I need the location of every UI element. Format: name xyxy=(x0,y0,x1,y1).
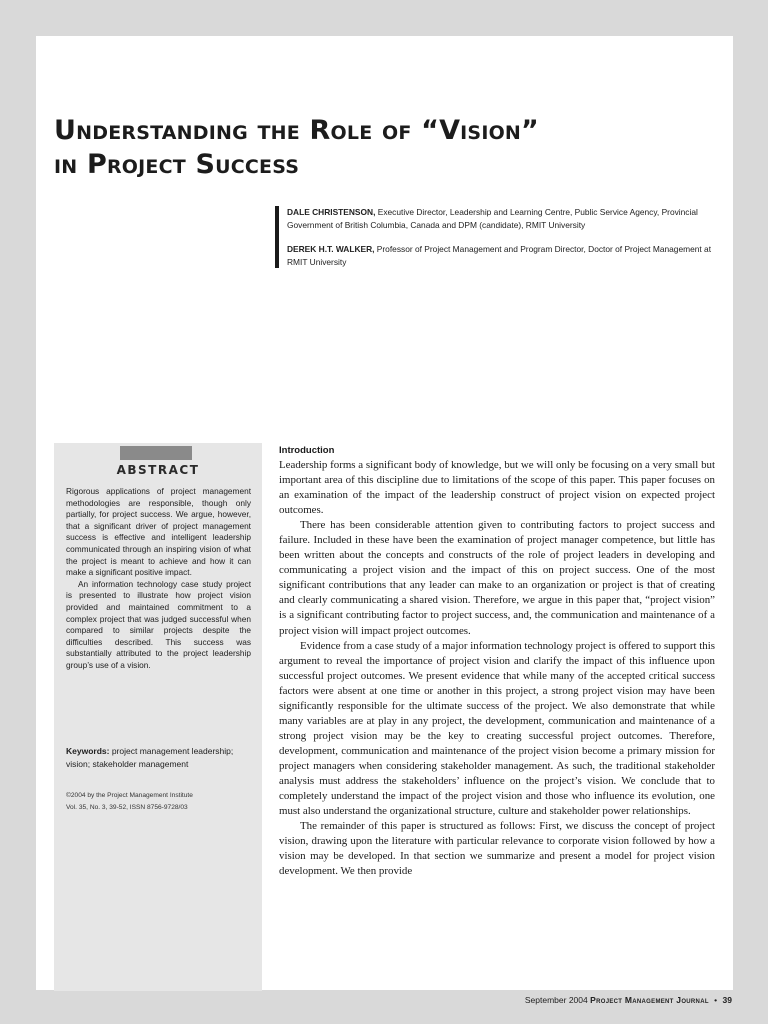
author-2-name: DEREK H.T. WALKER, xyxy=(287,244,375,254)
author-block xyxy=(275,206,727,268)
section-heading-introduction: Introduction xyxy=(279,445,335,456)
citation-line: Vol. 35, No. 3, 39-52, ISSN 8756-9728/03 xyxy=(66,803,188,811)
abstract-paragraph-1: Rigorous applications of project management methodologies are responsible, though only partially, for project success. We argue, however, that a significant driver of project management success is effective and intelligent leadership communicated through an inspiring vision of what the project is meant to achieve and how it can make a significant positive impact. xyxy=(66,486,251,578)
body-paragraph-4: The remainder of this paper is structured as follows: First, we discuss the concept of project vision, drawing upon the literature with particular relevance to corporate vision followed by how a vision may be developed. In that section we summarize and present a model for project vision development. We then provide xyxy=(279,820,715,878)
author-1 xyxy=(287,206,727,231)
abstract-heading: ABSTRACT xyxy=(116,463,200,477)
abstract-header-bar xyxy=(120,446,192,460)
keywords-label: Keywords: xyxy=(66,746,110,756)
page-footer xyxy=(525,995,732,1005)
copyright-block xyxy=(66,790,256,813)
article-title-line-1: Understanding the Role of “Vision” xyxy=(54,115,539,146)
article-body xyxy=(279,443,715,879)
author-1-name: DALE CHRISTENSON, xyxy=(287,207,376,217)
page-number: 39 xyxy=(722,995,732,1005)
keywords xyxy=(66,745,256,770)
abstract-sidebar xyxy=(54,443,262,991)
footer-date: September 2004 xyxy=(524,995,588,1005)
author-1-affiliation: Executive Director, Leadership and Learning Centre, Public Service Agency, Provincial Government of British Columbia, Canada and DPM (candidate), RMIT University xyxy=(287,207,698,230)
journal-page xyxy=(36,36,733,990)
keywords-list: project management leadership; vision; stakeholder management xyxy=(66,746,234,769)
copyright-line: ©2004 by the Project Management Institute xyxy=(66,792,193,799)
article-title xyxy=(54,114,539,182)
body-paragraph-2: There has been considerable attention given to contributing factors to project success and failure. Included in these have been the examination of project manager competence, but little has been written about the concepts and constructs of the role of project leaders in developing and communicating a project vision and the impact of this on project success. One of the most significant contributions that any leader can make to an organization or project is that of creating and clearly communicating a shared vision. Therefore, we argue in this paper that, “project vision” is a significant contributing factor to project success, and, the communication and maintenance of a project vision will impact project outcomes. xyxy=(279,519,715,637)
footer-bullet: • xyxy=(714,995,718,1005)
abstract-paragraph-2: An information technology case study project is presented to illustrate how project vision provided and maintained commitment to a complex project that was judged successful when compared to similar projects despite the difficulties described. This success was substantially attributed to the project leadership group’s use of a vision. xyxy=(66,578,251,670)
author-2 xyxy=(287,243,727,268)
body-paragraph-3: Evidence from a case study of a major information technology project is offered to support this argument to reveal the importance of project vision and clarify the impact of this influence upon successful project outcomes. We present evidence that while many of the accepted critical success factors were absent at one time or another in this project, a strong project vision may have been significantly responsible for the ultimate success of the project. We also demonstrate that while many variables are at play in any project, the development, communication and maintenance of a strong project vision may be the key to creating successful project outcomes. Therefore, development, communication and maintenance of the project vision become a primary mission for project managers when considering stakeholder management. As such, the traditional stakeholder analysis must address the stakeholders’ influence on the project’s vision. We conclude that to completely understand the impact of the project vision and those who influence its evolution, one must also understand the organizational structure, culture and stakeholder power relationships. xyxy=(279,639,715,818)
body-paragraph-1: Leadership forms a significant body of knowledge, but we will only be focusing on a very small but important area of this discipline due to limitations of the scope of this paper. This paper focuses on an examination of the impact of the leadership construct of project vision on expected project outcomes. xyxy=(279,459,715,517)
footer-journal-name: Project Management Journal xyxy=(590,995,709,1005)
author-2-affiliation: Professor of Project Management and Program Director, Doctor of Project Management at RMIT University xyxy=(287,244,712,267)
abstract-text xyxy=(66,486,251,672)
article-title-line-2: in Project Success xyxy=(54,149,300,180)
